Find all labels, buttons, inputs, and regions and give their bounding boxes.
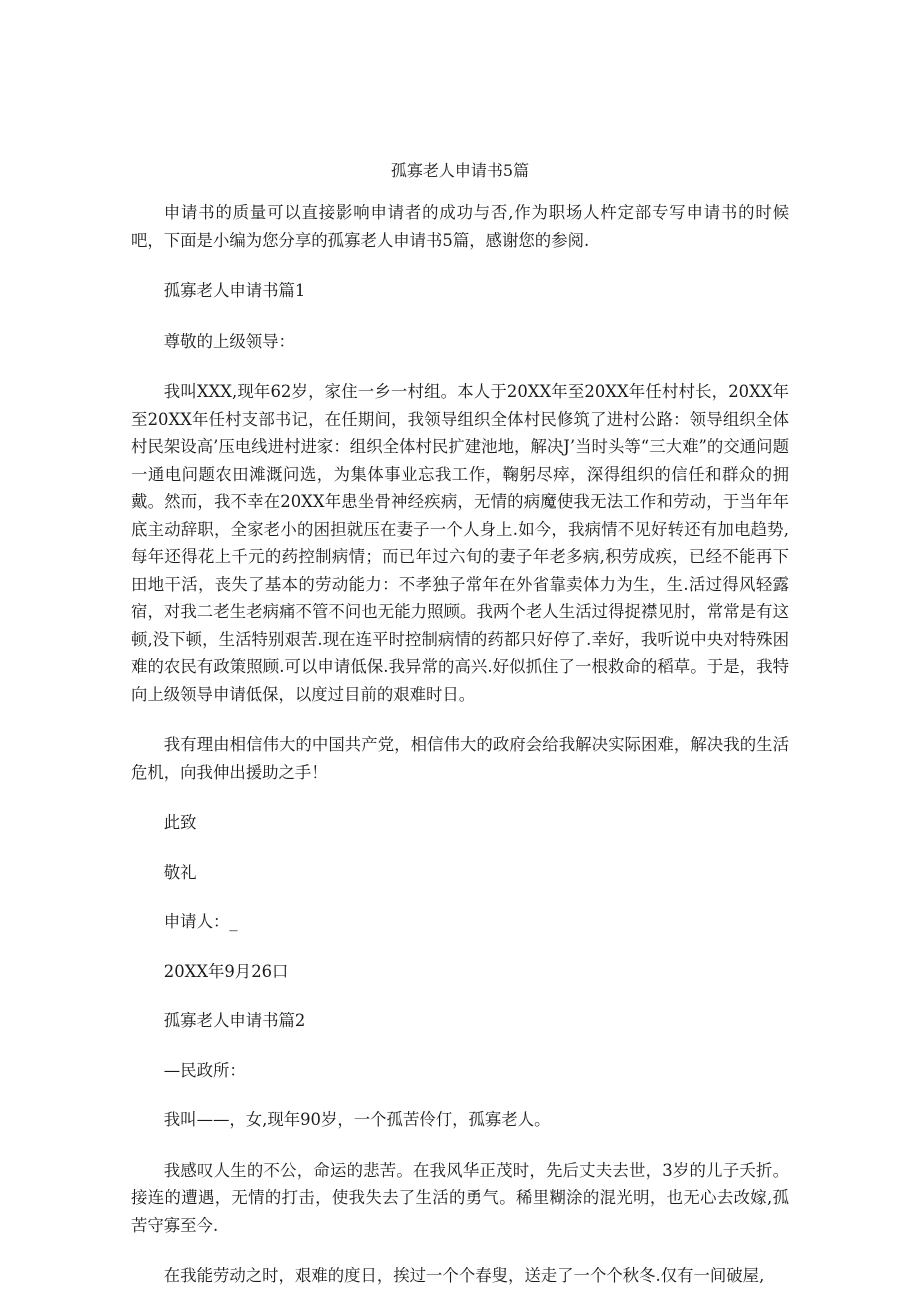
- date-line: 20XX年9月26口: [163, 961, 289, 981]
- body-paragraph: 我有理由相信伟大的中国共产党，相信伟大的政府会给我解决实际困难，解决我的生活危机，向我伸出援助之手！: [131, 735, 789, 782]
- closing-line: 敬礼: [163, 862, 197, 882]
- section-heading-2: 孤寡老人申请书篇2: [163, 1011, 306, 1030]
- document-title: 孤寡老人申请书5篇: [390, 161, 530, 180]
- body-paragraph: 我叫XXX,现年62岁，家住一乡一村组。本人于20XX年至20XX年任村村长，20XX年至20XX年任村支部书记，在任期间，我领导组织全体村民修筑了进村公路：领导组织全体村民架设高’压电线进村进家：组织全体村民扩建池地，解决J’当时头等“三大难”的交通问题一通电问题农田滩溉问选，为集体事业忘我工作，鞠躬尽瘁，深得组织的信任和群众的拥戴。然而，我不幸在20XX年患坐骨神经疾病，无情的病魔使我无法工作和劳动，于当年年底主动辞职，全家老小的困担就压在妻子一个人身上.如今，我病情不见好转还有加电趋势,每年还得花上千元的药控制病情；而已年过六旬的妻子年老多病,积劳成疾，已经不能再下田地干活，丧失了基本的劳动能力：不孝独子常年在外省靠卖体力为生，生.活过得风轻露宿，对我二老生老病痛不管不问也无能力照顾。我两个老人生活过得捉襟见肘，常常是有这顿,没下顿，生活特别艰苦.现在连平时控制病情的药都只好停了.幸好，我听说中央对特殊困难的农民有政策照顾.可以申请低保.我异常的高兴.好似抓住了一根救命的稻草。于是，我特向上级领导申请低保，以度过目前的艰难时日。: [131, 382, 789, 704]
- document-body: [131, 199, 789, 1313]
- body-paragraph: 我感叹人生的不公，命运的悲苦。在我风华正茂时，先后丈夫去世，3岁的儿子夭折。接连的遭遇，无情的打击，使我失去了生活的勇气。稀里糊涂的混光明，也无心去改嫁,孤苦守寡至今.: [131, 1160, 789, 1235]
- body-paragraph: 我叫——，女,现年90岁，一个孤苦伶仃，孤寡老人。: [163, 1110, 551, 1129]
- salutation: 尊敬的上级领导：: [163, 331, 295, 351]
- intro-paragraph: 申请书的质量可以直接影响申请者的成功与否,作为职场人杵定部专写申请书的时候吧，下面是小编为您分享的孤寡老人申请书5篇，感谢您的参阅.: [131, 203, 789, 250]
- closing-line: 此致: [163, 813, 197, 832]
- applicant-line: 申请人：_: [163, 912, 238, 931]
- section-heading-1: 孤寡老人申请书篇1: [163, 281, 306, 300]
- body-paragraph: 在我能劳动之时，艰难的度日，挨过一个个春叟，送走了一个个秋冬.仅有一间破屋,: [163, 1266, 765, 1285]
- salutation: —民政所：: [163, 1060, 246, 1080]
